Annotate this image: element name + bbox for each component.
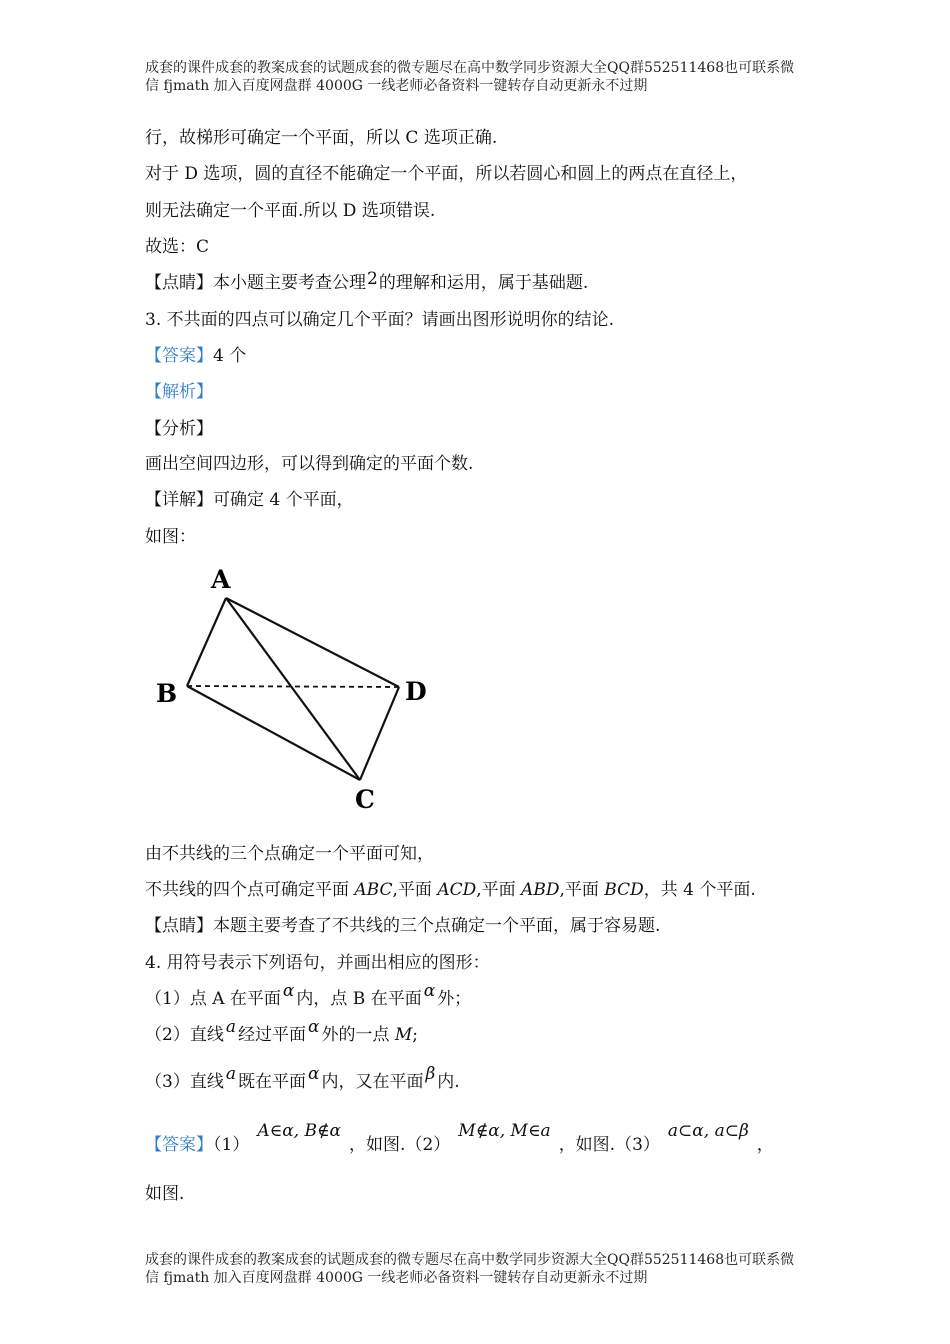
question-4-part-3: （3）直线 a 既在平面 α 内，又在平面 β 内. <box>145 1064 460 1092</box>
answer-value: 4 个 <box>213 346 247 366</box>
body-line: 由不共线的三个点确定一个平面可知， <box>145 844 434 864</box>
edge-cd <box>360 687 399 780</box>
body-line: 故选：C <box>145 237 210 257</box>
planes-line: 不共线的四个点可确定平面 ABC,平面 ACD,平面 ABD,平面 BCD，共 4 个平面. <box>145 880 756 900</box>
question-4-part-1: （1）点 A 在平面 α 内，点 B 在平面 α 外； <box>145 981 472 1009</box>
vertex-label-b: B <box>156 679 178 708</box>
answer-label: 【答案】 <box>145 346 213 366</box>
edge-ab <box>187 598 226 686</box>
vertex-label-d: D <box>405 677 427 706</box>
jiexi-label: 【解析】 <box>145 382 213 402</box>
plane-bcd: BCD <box>604 880 644 900</box>
body-line: 如图. <box>145 1184 185 1204</box>
rutu-text: 如图： <box>145 527 196 547</box>
plane-abc: ABC <box>354 880 393 900</box>
math-expression-3: a⊂α, a⊂β <box>667 1121 749 1141</box>
fenxi-text: 画出空间四边形，可以得到确定的平面个数. <box>145 454 474 474</box>
edge-bc <box>187 686 360 780</box>
math-number: 2 <box>367 269 378 289</box>
body-line: 则无法确定一个平面.所以 D 选项错误. <box>145 201 436 221</box>
edge-bd-dashed <box>187 686 399 687</box>
page-header <box>145 59 825 95</box>
plane-acd: ACD <box>437 880 477 900</box>
body-line: 对于 D 选项，圆的直径不能确定一个平面，所以若圆心和圆上的两点在直径上， <box>145 164 748 184</box>
dianjing-1: 【点睛】本小题主要考查公理2的理解和运用，属于基础题. <box>145 269 589 293</box>
question-4: 4. 用符号表示下列语句，并画出相应的图形： <box>145 953 490 973</box>
xiangjie-text: 【详解】可确定 4 个平面， <box>145 490 354 510</box>
question-4-part-2: （2）直线 a 经过平面 α 外的一点 M; <box>145 1017 419 1045</box>
question-3: 3. 不共面的四点可以确定几个平面？请画出图形说明你的结论. <box>145 310 615 330</box>
fenxi-label: 【分析】 <box>145 419 213 439</box>
footer-line-1: 成套的课件成套的教案成套的试题成套的微专题尽在高中数学同步资源大全QQ群552511468也可联系微 <box>145 1252 795 1268</box>
edge-ad <box>226 598 399 687</box>
vertex-label-c: C <box>355 785 375 814</box>
answer-4: 【答案】（1）A∈α, B∉α，如图.（2）M∉α, M∈a，如图.（3）a⊂α, a⊂β， <box>145 1121 774 1155</box>
page-footer <box>145 1251 825 1287</box>
answer-label: 【答案】 <box>145 1135 213 1155</box>
math-expression-1: A∈α, B∉α <box>257 1121 342 1141</box>
header-line-2: 信 fjmath 加入百度网盘群 4000G 一线老师必备资料一键转存自动更新永不过期 <box>145 78 648 94</box>
math-expression-2: M∉α, M∈a <box>458 1121 551 1141</box>
dianjing-2: 【点睛】本题主要考查了不共线的三个点确定一个平面，属于容易题. <box>145 916 661 936</box>
plane-abd: ABD <box>521 880 560 900</box>
answer-3 <box>145 345 825 367</box>
vertex-label-a: A <box>211 565 231 594</box>
tetrahedron-figure <box>150 560 450 815</box>
body-line: 行，故梯形可确定一个平面，所以 C 选项正确. <box>145 128 498 148</box>
header-line-1: 成套的课件成套的教案成套的试题成套的微专题尽在高中数学同步资源大全QQ群552511468也可联系微 <box>145 60 795 76</box>
edge-ac <box>226 598 360 780</box>
footer-line-2: 信 fjmath 加入百度网盘群 4000G 一线老师必备资料一键转存自动更新永不过期 <box>145 1270 648 1286</box>
